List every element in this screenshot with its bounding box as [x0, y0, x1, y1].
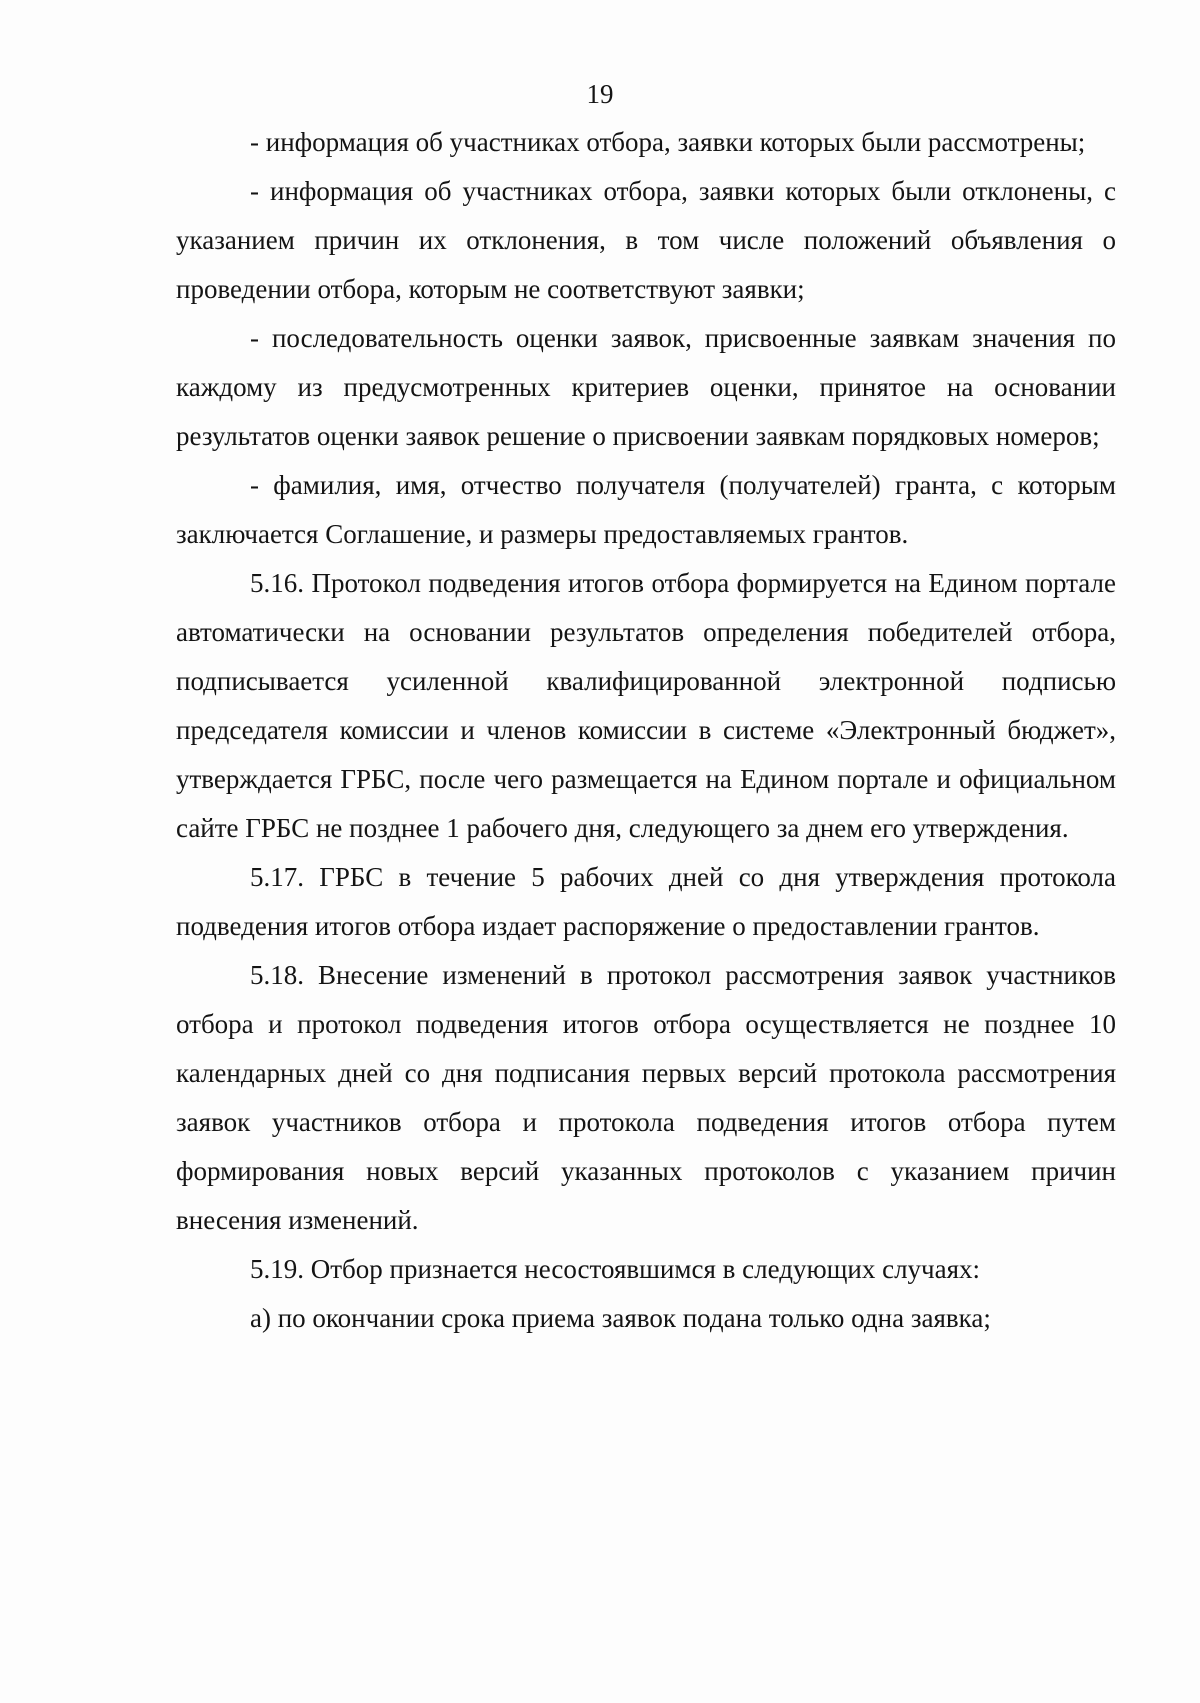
paragraph-5-18: 5.18. Внесение изменений в протокол рассмотрения заявок участников отбора и протокол подведения итогов отбора осуществляется не позднее 10 календарных дней со дня подписания первых версий протокола рассмотрения заявок участников отбора и протокола подведения итогов отбора путем формирования новых версий указанных протоколов с указанием причин внесения изменений.: [176, 960, 1116, 1235]
document-body: [176, 118, 1116, 1343]
paragraph-5-16: 5.16. Протокол подведения итогов отбора формируется на Едином портале автоматически на основании результатов определения победителей отбора, подписывается усиленной квалифицированной электронной подписью председателя комиссии и членов комиссии в системе «Электронный бюджет», утверждается ГРБС, после чего размещается на Едином портале и официальном сайте ГРБС не позднее 1 рабочего дня, следующего за днем его утверждения.: [176, 568, 1116, 843]
paragraph-grant-recipients: - фамилия, имя, отчество получателя (получателей) гранта, с которым заключается Соглашение, и размеры предоставляемых грантов.: [176, 470, 1116, 549]
paragraph-rejected-participants: - информация об участниках отбора, заявки которых были отклонены, с указанием причин их отклонения, в том числе положений объявления о проведении отбора, которым не соответствуют заявки;: [176, 176, 1116, 304]
paragraph-5-19-a: а) по окончании срока приема заявок подана только одна заявка;: [250, 1303, 991, 1333]
page-number: 19: [586, 79, 614, 109]
paragraph-reviewed-participants: - информация об участниках отбора, заявки которых были рассмотрены;: [250, 127, 1086, 157]
paragraph-5-17: 5.17. ГРБС в течение 5 рабочих дней со дня утверждения протокола подведения итогов отбора издает распоряжение о предоставлении грантов.: [176, 862, 1116, 941]
paragraph-evaluation-sequence: - последовательность оценки заявок, присвоенные заявкам значения по каждому из предусмотренных критериев оценки, принятое на основании результатов оценки заявок решение о присвоении заявкам порядковых номеров;: [176, 323, 1116, 451]
paragraph-5-19: 5.19. Отбор признается несостоявшимся в следующих случаях:: [250, 1254, 981, 1284]
